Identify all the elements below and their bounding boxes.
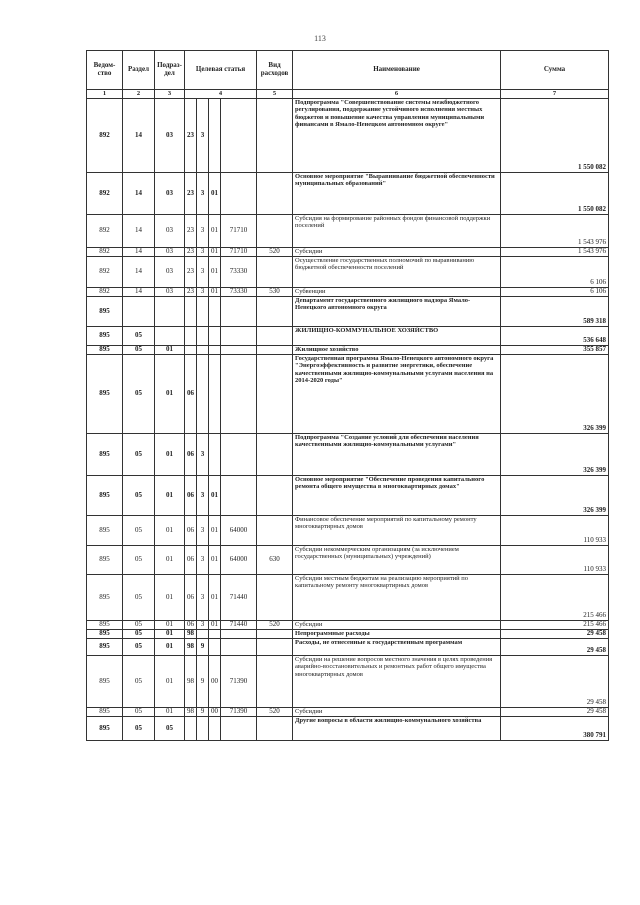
cell-target-program	[185, 327, 197, 346]
cell-podrazdel: 01	[155, 656, 185, 708]
cell-sum: 29 458	[501, 708, 609, 717]
cell-name: Жилищное хозяйство	[293, 346, 501, 355]
cell-target-event: 01	[209, 476, 221, 516]
cell-target-event	[209, 639, 221, 656]
cell-vedomstvo: 895	[87, 717, 123, 741]
table-row	[87, 516, 609, 546]
cell-vedomstvo: 895	[87, 476, 123, 516]
col-number: 7	[501, 90, 609, 99]
cell-target-event	[209, 630, 221, 639]
cell-expense-type	[257, 476, 293, 516]
cell-target-direction	[221, 434, 257, 476]
cell-expense-type	[257, 434, 293, 476]
cell-target-direction	[221, 346, 257, 355]
cell-expense-type: 530	[257, 288, 293, 297]
cell-expense-type: 520	[257, 621, 293, 630]
cell-target-subprogram: 3	[197, 215, 209, 248]
cell-target-subprogram	[197, 355, 209, 434]
cell-target-event: 01	[209, 257, 221, 288]
cell-target-direction	[221, 630, 257, 639]
cell-razdel: 05	[123, 434, 155, 476]
cell-name: Расходы, не отнесенные к государственным программам	[293, 639, 501, 656]
cell-target-event: 01	[209, 288, 221, 297]
column-number-row	[87, 90, 609, 99]
cell-target-program: 06	[185, 575, 197, 621]
cell-name: Финансовое обеспечение мероприятий по капитальному ремонту многоквартирных домов	[293, 516, 501, 546]
cell-razdel: 14	[123, 173, 155, 215]
header-target-article: Целевая статья	[185, 51, 257, 90]
cell-razdel: 14	[123, 248, 155, 257]
cell-name: Субсидии на решение вопросов местного значения в целях проведения аварийно-восстановительных и ремонтных работ общего имущества многоквартирных домов	[293, 656, 501, 708]
cell-podrazdel: 01	[155, 546, 185, 575]
cell-vedomstvo: 892	[87, 99, 123, 173]
cell-target-direction: 64000	[221, 546, 257, 575]
cell-target-program: 23	[185, 257, 197, 288]
cell-expense-type: 520	[257, 248, 293, 257]
cell-name: Другие вопросы в области жилищно-коммунального хозяйства	[293, 717, 501, 741]
table-row	[87, 476, 609, 516]
cell-sum: 6 106	[501, 288, 609, 297]
cell-razdel: 05	[123, 717, 155, 741]
cell-expense-type	[257, 173, 293, 215]
cell-target-direction: 71390	[221, 708, 257, 717]
col-number: 3	[155, 90, 185, 99]
table-row	[87, 717, 609, 741]
cell-target-subprogram	[197, 297, 209, 327]
cell-target-subprogram	[197, 717, 209, 741]
cell-vedomstvo: 895	[87, 708, 123, 717]
cell-podrazdel	[155, 327, 185, 346]
cell-target-direction: 64000	[221, 516, 257, 546]
table-row	[87, 215, 609, 248]
cell-expense-type	[257, 215, 293, 248]
cell-expense-type	[257, 346, 293, 355]
cell-expense-type	[257, 639, 293, 656]
table-row	[87, 327, 609, 346]
cell-sum: 355 857	[501, 346, 609, 355]
header-sum: Сумма	[501, 51, 609, 90]
header-expense-type: Вид расходов	[257, 51, 293, 90]
cell-target-program	[185, 297, 197, 327]
cell-razdel: 14	[123, 215, 155, 248]
cell-target-direction: 71440	[221, 575, 257, 621]
cell-vedomstvo: 895	[87, 621, 123, 630]
col-number: 6	[293, 90, 501, 99]
cell-name: Субсидии	[293, 708, 501, 717]
cell-expense-type	[257, 99, 293, 173]
cell-expense-type	[257, 257, 293, 288]
cell-target-direction	[221, 327, 257, 346]
cell-name: Департамент государственного жилищного надзора Ямало-Ненецкого автономного округа	[293, 297, 501, 327]
cell-target-subprogram: 9	[197, 639, 209, 656]
cell-sum: 326 399	[501, 434, 609, 476]
cell-vedomstvo: 892	[87, 173, 123, 215]
cell-target-event: 00	[209, 656, 221, 708]
cell-sum: 110 933	[501, 546, 609, 575]
cell-target-subprogram: 3	[197, 288, 209, 297]
col-number: 1	[87, 90, 123, 99]
cell-expense-type	[257, 297, 293, 327]
cell-target-direction	[221, 99, 257, 173]
cell-razdel: 05	[123, 575, 155, 621]
cell-target-program: 06	[185, 434, 197, 476]
cell-expense-type: 630	[257, 546, 293, 575]
cell-vedomstvo: 892	[87, 215, 123, 248]
cell-podrazdel: 05	[155, 717, 185, 741]
cell-expense-type	[257, 355, 293, 434]
header-name: Наименование	[293, 51, 501, 90]
header-row	[87, 51, 609, 90]
cell-target-direction: 73330	[221, 257, 257, 288]
cell-name: Подпрограмма "Создание условий для обеспечения населения качественными жилищно-коммунальными услугами"	[293, 434, 501, 476]
cell-target-subprogram: 3	[197, 434, 209, 476]
cell-razdel: 05	[123, 346, 155, 355]
cell-target-direction: 71440	[221, 621, 257, 630]
header-podrazdel: Подраз-дел	[155, 51, 185, 90]
cell-target-program: 23	[185, 215, 197, 248]
cell-sum: 1 543 976	[501, 248, 609, 257]
col-number: 5	[257, 90, 293, 99]
table-row	[87, 546, 609, 575]
cell-target-program: 23	[185, 173, 197, 215]
cell-razdel: 05	[123, 476, 155, 516]
cell-name: Субсидии местным бюджетам на реализацию мероприятий по капитальному ремонту многоквартирных домов	[293, 575, 501, 621]
cell-target-program: 98	[185, 630, 197, 639]
cell-target-event	[209, 434, 221, 476]
cell-expense-type: 520	[257, 708, 293, 717]
cell-name: ЖИЛИЩНО-КОММУНАЛЬНОЕ ХОЗЯЙСТВО	[293, 327, 501, 346]
cell-vedomstvo: 895	[87, 346, 123, 355]
cell-target-event	[209, 346, 221, 355]
cell-target-program: 98	[185, 708, 197, 717]
page-number: 113	[314, 34, 326, 43]
cell-target-program: 23	[185, 99, 197, 173]
table-row	[87, 355, 609, 434]
cell-podrazdel: 03	[155, 257, 185, 288]
cell-expense-type	[257, 656, 293, 708]
cell-name: Подпрограмма "Совершенствование системы межбюджетного регулирования, поддержание устойчивого исполнения местных бюджетов и повышение качества управления муниципальными финансами в Ямало-Ненецком автономном округе"	[293, 99, 501, 173]
cell-target-subprogram	[197, 630, 209, 639]
cell-razdel: 05	[123, 656, 155, 708]
cell-podrazdel: 03	[155, 248, 185, 257]
cell-razdel: 14	[123, 99, 155, 173]
header-razdel: Раздел	[123, 51, 155, 90]
cell-razdel: 05	[123, 630, 155, 639]
cell-target-direction: 73330	[221, 288, 257, 297]
cell-target-direction	[221, 173, 257, 215]
table-row	[87, 173, 609, 215]
cell-target-subprogram	[197, 327, 209, 346]
table-row	[87, 99, 609, 173]
cell-sum: 6 106	[501, 257, 609, 288]
cell-vedomstvo: 895	[87, 639, 123, 656]
table-row	[87, 639, 609, 656]
cell-sum: 29 458	[501, 630, 609, 639]
cell-sum: 380 791	[501, 717, 609, 741]
cell-expense-type	[257, 575, 293, 621]
cell-target-program: 06	[185, 355, 197, 434]
cell-podrazdel: 01	[155, 516, 185, 546]
cell-target-event	[209, 297, 221, 327]
cell-target-subprogram: 3	[197, 575, 209, 621]
cell-target-program: 98	[185, 656, 197, 708]
cell-expense-type	[257, 717, 293, 741]
cell-sum: 215 466	[501, 621, 609, 630]
cell-vedomstvo: 895	[87, 434, 123, 476]
cell-target-subprogram: 3	[197, 257, 209, 288]
cell-vedomstvo: 895	[87, 546, 123, 575]
cell-vedomstvo: 892	[87, 248, 123, 257]
cell-target-direction	[221, 355, 257, 434]
cell-target-subprogram: 3	[197, 99, 209, 173]
cell-podrazdel: 01	[155, 575, 185, 621]
table-row	[87, 656, 609, 708]
cell-razdel: 14	[123, 257, 155, 288]
cell-name: Основное мероприятие "Выравнивание бюджетной обеспеченности муниципальных образований"	[293, 173, 501, 215]
cell-sum: 1 550 082	[501, 99, 609, 173]
cell-target-direction	[221, 639, 257, 656]
cell-name: Субвенции	[293, 288, 501, 297]
cell-podrazdel: 01	[155, 346, 185, 355]
cell-vedomstvo: 895	[87, 297, 123, 327]
cell-sum: 29 458	[501, 639, 609, 656]
cell-name: Субсидии некоммерческим организациям (за исключением государственных (муниципальных) учреждений)	[293, 546, 501, 575]
cell-vedomstvo: 895	[87, 327, 123, 346]
cell-target-event: 01	[209, 248, 221, 257]
cell-target-subprogram: 3	[197, 621, 209, 630]
cell-target-subprogram: 3	[197, 173, 209, 215]
cell-podrazdel: 03	[155, 173, 185, 215]
col-number: 4	[185, 90, 257, 99]
cell-razdel: 05	[123, 355, 155, 434]
table-row	[87, 248, 609, 257]
cell-sum: 326 399	[501, 476, 609, 516]
cell-target-direction	[221, 717, 257, 741]
cell-sum: 536 648	[501, 327, 609, 346]
cell-razdel: 05	[123, 639, 155, 656]
cell-target-subprogram: 3	[197, 516, 209, 546]
cell-name: Непрограммные расходы	[293, 630, 501, 639]
cell-razdel: 05	[123, 546, 155, 575]
cell-target-direction: 71710	[221, 215, 257, 248]
table-row	[87, 434, 609, 476]
cell-sum: 110 933	[501, 516, 609, 546]
cell-target-subprogram: 3	[197, 248, 209, 257]
cell-target-program	[185, 717, 197, 741]
cell-target-event: 01	[209, 575, 221, 621]
table-row	[87, 708, 609, 717]
cell-podrazdel: 03	[155, 215, 185, 248]
cell-podrazdel: 01	[155, 708, 185, 717]
cell-razdel: 05	[123, 708, 155, 717]
cell-target-program	[185, 346, 197, 355]
cell-target-event: 01	[209, 546, 221, 575]
cell-target-program: 06	[185, 476, 197, 516]
budget-table	[86, 50, 609, 741]
cell-target-event	[209, 355, 221, 434]
table-row	[87, 297, 609, 327]
table-row	[87, 346, 609, 355]
cell-target-event: 01	[209, 173, 221, 215]
cell-vedomstvo: 892	[87, 257, 123, 288]
cell-sum: 1 543 976	[501, 215, 609, 248]
table-row	[87, 575, 609, 621]
header-vedomstvo: Ведом-ство	[87, 51, 123, 90]
cell-target-program: 23	[185, 288, 197, 297]
cell-name: Субсидия на формирование районных фондов финансовой поддержки поселений	[293, 215, 501, 248]
cell-target-program: 98	[185, 639, 197, 656]
cell-target-subprogram: 9	[197, 656, 209, 708]
cell-expense-type	[257, 516, 293, 546]
cell-vedomstvo: 892	[87, 288, 123, 297]
cell-target-program: 06	[185, 621, 197, 630]
cell-target-direction	[221, 297, 257, 327]
cell-target-program: 06	[185, 516, 197, 546]
cell-sum: 326 399	[501, 355, 609, 434]
cell-podrazdel: 01	[155, 434, 185, 476]
cell-target-program: 23	[185, 248, 197, 257]
cell-name: Основное мероприятие "Обеспечение проведения капитального ремонта общего имущества в многоквартирных домах"	[293, 476, 501, 516]
cell-podrazdel: 01	[155, 621, 185, 630]
cell-target-event	[209, 99, 221, 173]
cell-target-event	[209, 717, 221, 741]
cell-target-event: 01	[209, 621, 221, 630]
cell-target-program: 06	[185, 546, 197, 575]
cell-name: Субсидии	[293, 248, 501, 257]
cell-podrazdel: 01	[155, 639, 185, 656]
cell-target-subprogram: 3	[197, 476, 209, 516]
table-row	[87, 630, 609, 639]
cell-podrazdel: 03	[155, 99, 185, 173]
cell-target-event: 01	[209, 215, 221, 248]
cell-target-subprogram: 9	[197, 708, 209, 717]
cell-expense-type	[257, 630, 293, 639]
cell-name: Субсидии	[293, 621, 501, 630]
cell-sum: 215 466	[501, 575, 609, 621]
cell-target-event	[209, 327, 221, 346]
cell-target-direction	[221, 476, 257, 516]
cell-razdel: 05	[123, 516, 155, 546]
cell-sum: 589 318	[501, 297, 609, 327]
cell-razdel: 05	[123, 621, 155, 630]
cell-target-direction: 71710	[221, 248, 257, 257]
cell-podrazdel: 01	[155, 355, 185, 434]
cell-target-subprogram: 3	[197, 546, 209, 575]
cell-podrazdel: 03	[155, 288, 185, 297]
cell-name: Осуществление государственных полномочий по выравниванию бюджетной обеспеченности поселений	[293, 257, 501, 288]
cell-sum: 1 550 082	[501, 173, 609, 215]
cell-target-direction: 71390	[221, 656, 257, 708]
cell-vedomstvo: 895	[87, 630, 123, 639]
cell-vedomstvo: 895	[87, 575, 123, 621]
cell-target-event: 00	[209, 708, 221, 717]
cell-vedomstvo: 895	[87, 355, 123, 434]
cell-name: Государственная программа Ямало-Ненецкого автономного округа "Энергоэффективность и развитие энергетики, обеспечение качественными жилищно-коммунальными услугами населения на 2014-2020 годы"	[293, 355, 501, 434]
cell-vedomstvo: 895	[87, 656, 123, 708]
cell-sum: 29 458	[501, 656, 609, 708]
cell-podrazdel	[155, 297, 185, 327]
cell-vedomstvo: 895	[87, 516, 123, 546]
cell-podrazdel: 01	[155, 476, 185, 516]
table-row	[87, 288, 609, 297]
cell-razdel	[123, 297, 155, 327]
cell-razdel: 14	[123, 288, 155, 297]
cell-razdel: 05	[123, 327, 155, 346]
cell-podrazdel: 01	[155, 630, 185, 639]
col-number: 2	[123, 90, 155, 99]
table-row	[87, 621, 609, 630]
cell-target-subprogram	[197, 346, 209, 355]
cell-expense-type	[257, 327, 293, 346]
cell-target-event: 01	[209, 516, 221, 546]
table-row	[87, 257, 609, 288]
